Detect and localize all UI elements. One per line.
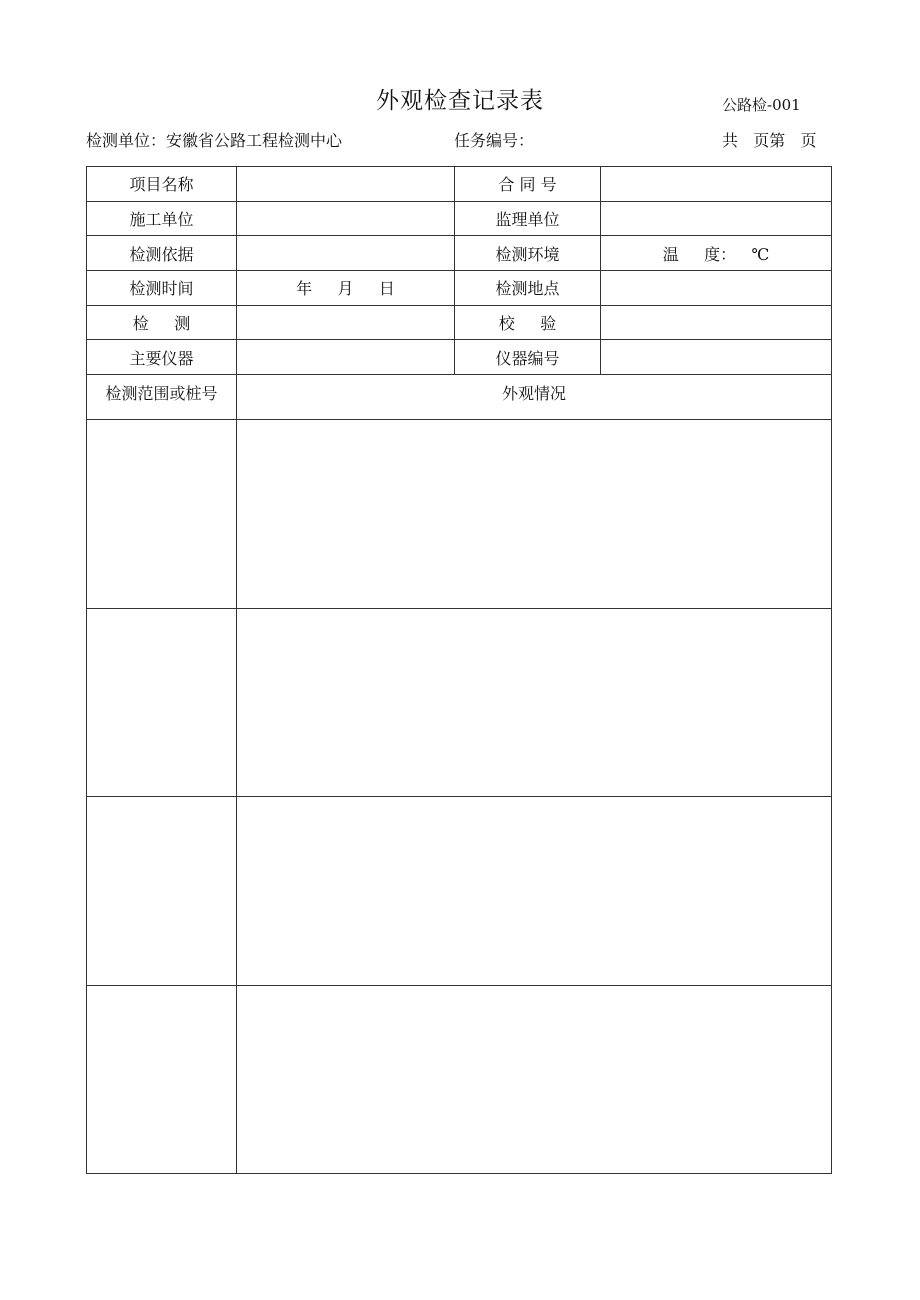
- header-range: 检测范围或桩号: [87, 375, 237, 420]
- header-appearance: 外观情况: [237, 375, 832, 420]
- field-main-instrument[interactable]: [237, 340, 455, 375]
- table-row: [87, 608, 832, 797]
- field-appearance-2[interactable]: [237, 608, 832, 797]
- field-testing-date[interactable]: 年 月 日: [237, 271, 455, 306]
- label-testing-location: 检测地点: [455, 271, 601, 306]
- field-range-4[interactable]: [87, 985, 237, 1174]
- table-row: [87, 201, 832, 236]
- label-project-name: 项目名称: [87, 167, 237, 202]
- label-instrument-number: 仪器编号: [455, 340, 601, 375]
- label-main-instrument: 主要仪器: [87, 340, 237, 375]
- field-appearance-1[interactable]: [237, 420, 832, 609]
- field-appearance-3[interactable]: [237, 797, 832, 986]
- field-tester[interactable]: [237, 305, 455, 340]
- table-row: [87, 167, 832, 202]
- field-testing-location[interactable]: [601, 271, 832, 306]
- section-header-row: [87, 375, 832, 420]
- testing-unit: 检测单位：安徽省公路工程检测中心: [86, 131, 343, 150]
- form-title: 外观检查记录表: [376, 88, 544, 114]
- task-number: 任务编号：: [454, 131, 535, 150]
- field-appearance-4[interactable]: [237, 985, 832, 1174]
- field-testing-basis[interactable]: [237, 236, 455, 271]
- label-verifier: 校 验: [455, 305, 601, 340]
- field-verifier[interactable]: [601, 305, 832, 340]
- table-row: [87, 305, 832, 340]
- field-range-1[interactable]: [87, 420, 237, 609]
- table-row: [87, 340, 832, 375]
- label-testing-environment: 检测环境: [455, 236, 601, 271]
- table-row: [87, 985, 832, 1174]
- label-testing-time: 检测时间: [87, 271, 237, 306]
- label-tester: 检 测: [87, 305, 237, 340]
- page-count: 共 页第 页: [722, 131, 817, 150]
- label-supervision-unit: 监理单位: [455, 201, 601, 236]
- field-contract-number[interactable]: [601, 167, 832, 202]
- label-construction-unit: 施工单位: [87, 201, 237, 236]
- field-construction-unit[interactable]: [237, 201, 455, 236]
- table-row: [87, 236, 832, 271]
- table-row: [87, 797, 832, 986]
- field-temperature[interactable]: 温 度： ℃: [601, 236, 832, 271]
- field-instrument-number[interactable]: [601, 340, 832, 375]
- field-range-3[interactable]: [87, 797, 237, 986]
- table-row: [87, 420, 832, 609]
- label-contract-number: 合 同 号: [455, 167, 601, 202]
- field-project-name[interactable]: [237, 167, 455, 202]
- field-supervision-unit[interactable]: [601, 201, 832, 236]
- inspection-table: [86, 166, 832, 1174]
- label-testing-basis: 检测依据: [87, 236, 237, 271]
- form-code: 公路检-001: [722, 96, 801, 114]
- field-range-2[interactable]: [87, 608, 237, 797]
- table-row: [87, 271, 832, 306]
